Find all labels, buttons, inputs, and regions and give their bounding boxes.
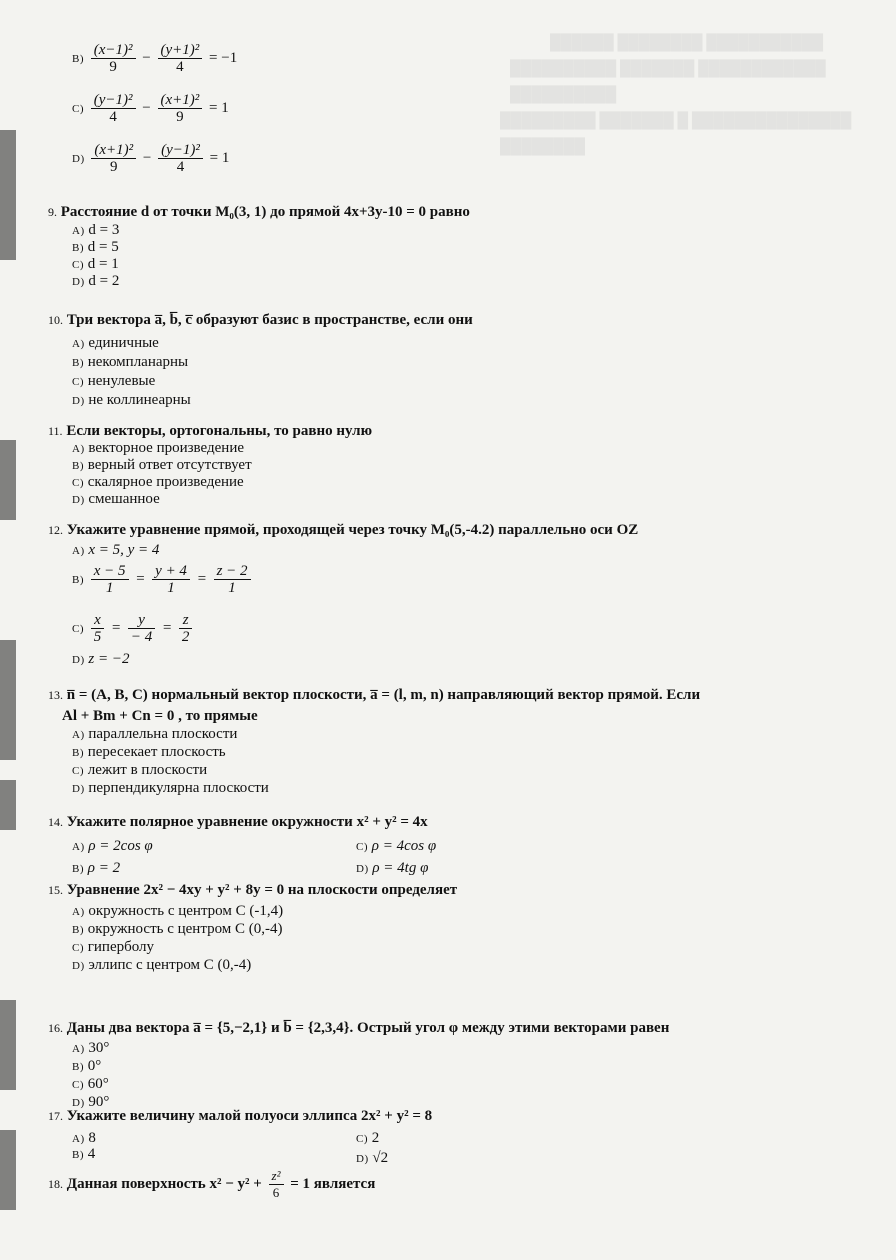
q8-option-c <box>72 92 229 125</box>
question-16 <box>48 1020 669 1037</box>
q14-option-c: C) ρ = 4cos φ <box>356 838 437 854</box>
option-b: B) некомпланарны <box>72 354 189 370</box>
question-14 <box>48 814 428 831</box>
fraction-numerator: z² <box>269 1168 284 1185</box>
option-a: A) d = 3 <box>72 222 120 238</box>
question-text: Укажите уравнение прямой, проходящей через точку M₀(5,-4.2) параллельно оси OZ <box>66 522 639 538</box>
fraction-numerator: (x−1)² <box>91 42 136 59</box>
question-17 <box>48 1108 432 1125</box>
option-d: D) смешанное <box>72 491 160 507</box>
fraction-denominator: 4 <box>176 59 184 75</box>
question-13 <box>48 687 700 704</box>
q17-option-c: C) 2 <box>356 1130 380 1146</box>
question-number: 15. <box>48 883 63 897</box>
question-text: Данная поверхность x² − y² + <box>66 1175 262 1192</box>
option-b: B) d = 5 <box>72 239 119 255</box>
fraction-denominator: 6 <box>272 1185 280 1200</box>
option-b: B) пересекает плоскость <box>72 744 226 760</box>
option-c: C) ненулевые <box>72 373 156 389</box>
q16-options <box>72 1040 109 1112</box>
fraction-numerator: (y−1)² <box>158 142 203 159</box>
question-number: 9. <box>48 205 57 219</box>
q14-option-a: A) ρ = 2cos φ <box>72 838 153 854</box>
fraction-numerator: (x+1)² <box>158 92 203 109</box>
binding-edge-mark <box>0 780 16 830</box>
q12-option-b: B) $\frac{x - 5}{1}$ = $\frac{y + 4}{1}$ = $\frac{z - 2}{1}$ <box>72 563 254 596</box>
fraction-numerator: (y+1)² <box>158 42 203 59</box>
q8-option-d <box>72 142 229 175</box>
q14-option-b: B) ρ = 2 <box>72 860 121 876</box>
q12-option-d: D) z = −2 <box>72 651 130 667</box>
fraction-denominator: 4 <box>109 109 117 125</box>
option-d: D) не коллинеарны <box>72 392 191 408</box>
option-a: A) 30° <box>72 1040 110 1056</box>
question-number: 11. <box>48 424 63 438</box>
option-d: D) 90° <box>72 1094 110 1110</box>
binding-edge-mark <box>0 1000 16 1090</box>
q17-option-b: B) 4 <box>72 1146 96 1162</box>
option-a: A) единичные <box>72 335 159 351</box>
equation-rhs: = −1 <box>209 49 238 66</box>
question-12 <box>48 522 638 539</box>
option-d: D) d = 2 <box>72 273 120 289</box>
option-c: C) скалярное произведение <box>72 474 244 490</box>
option-c: C) гиперболу <box>72 939 155 955</box>
q17-option-d: D) √2 <box>356 1150 389 1166</box>
binding-edge-mark <box>0 640 16 760</box>
operator: − <box>142 99 151 116</box>
question-text: Уравнение 2x² − 4xy + y² + 8y = 0 на плоскости определяет <box>66 882 458 898</box>
fraction-denominator: 9 <box>176 109 184 125</box>
question-text-end: = 1 является <box>290 1175 376 1192</box>
question-11 <box>48 423 372 440</box>
fraction-denominator: 9 <box>109 59 117 75</box>
fraction-denominator: 4 <box>176 159 185 175</box>
option-b: B) окружность с центром С (0,-4) <box>72 921 283 937</box>
option-c: C) лежит в плоскости <box>72 762 208 778</box>
q14-option-d: D) ρ = 4tg φ <box>356 860 429 876</box>
question-text: Укажите полярное уравнение окружности x² + y² = 4x <box>66 814 428 830</box>
question-number: 14. <box>48 815 63 829</box>
q9-options <box>72 222 119 290</box>
option-a: A) окружность с центром С (-1,4) <box>72 903 284 919</box>
equation-rhs: = 1 <box>209 149 230 166</box>
binding-edge-mark <box>0 440 16 520</box>
option-letter: B) <box>72 52 84 65</box>
question-text: Укажите величину малой полуоси эллипса 2x² + y² = 8 <box>66 1108 433 1124</box>
option-letter: D) <box>72 152 85 165</box>
option-letter: C) <box>72 102 84 115</box>
question-text: Если векторы, ортогональны, то равно нулю <box>66 423 373 439</box>
question-9 <box>48 204 470 221</box>
question-number: 10. <box>48 313 63 327</box>
question-text: n̅ = (A, B, C) нормальный вектор плоскости, a̅ = (l, m, n) направляющий вектор прямой. Если <box>66 687 701 703</box>
question-text: Три вектора a̅, b̅, c̅ образуют базис в пространстве, если они <box>66 312 473 328</box>
option-d: D) перпендикулярна плоскости <box>72 780 269 796</box>
question-15 <box>48 882 457 899</box>
option-b: B) верный ответ отсутствует <box>72 457 252 473</box>
question-text: Даны два вектора a̅ = {5,−2,1} и b̅ = {2,3,4}. Острый угол φ между этими векторами равен <box>66 1020 670 1036</box>
fraction-numerator: (x+1)² <box>91 142 136 159</box>
question-number: 17. <box>48 1109 63 1123</box>
q12-option-a: A) x = 5, y = 4 <box>72 542 160 558</box>
question-text: Расстояние d от точки M₀(3, 1) до прямой 4x+3y-10 = 0 равно <box>60 204 470 220</box>
question-18 <box>48 1168 375 1201</box>
binding-edge-mark <box>0 130 16 260</box>
operator: − <box>142 49 151 66</box>
question-number: 13. <box>48 688 63 702</box>
fraction-numerator: (y−1)² <box>91 92 136 109</box>
q17-option-a: A) 8 <box>72 1130 96 1146</box>
option-a: A) векторное произведение <box>72 440 245 456</box>
question-number: 18. <box>48 1176 63 1191</box>
fraction-denominator: 9 <box>110 159 118 175</box>
question-text: Al + Bm + Cn = 0 , то прямые <box>62 708 258 724</box>
question-10 <box>48 312 473 329</box>
option-c: C) d = 1 <box>72 256 119 272</box>
q8-option-b <box>72 42 237 75</box>
option-d: D) эллипс с центром С (0,-4) <box>72 957 252 973</box>
q15-options <box>72 903 283 975</box>
question-number: 12. <box>48 523 63 537</box>
q11-options <box>72 440 252 508</box>
option-c: C) 60° <box>72 1076 109 1092</box>
q12-option-c: C) $\frac{x}{5}$ = $\frac{y}{- 4}$ = $\frac{z}{2}$ <box>72 612 195 645</box>
question-number: 16. <box>48 1021 63 1035</box>
equation-rhs: = 1 <box>209 99 229 116</box>
q10-options <box>72 334 191 410</box>
operator: − <box>142 149 152 166</box>
question-13-line2 <box>62 708 258 725</box>
binding-edge-mark <box>0 1130 16 1210</box>
option-a: A) параллельна плоскости <box>72 726 238 742</box>
q13-options <box>72 726 269 798</box>
option-b: B) 0° <box>72 1058 102 1074</box>
